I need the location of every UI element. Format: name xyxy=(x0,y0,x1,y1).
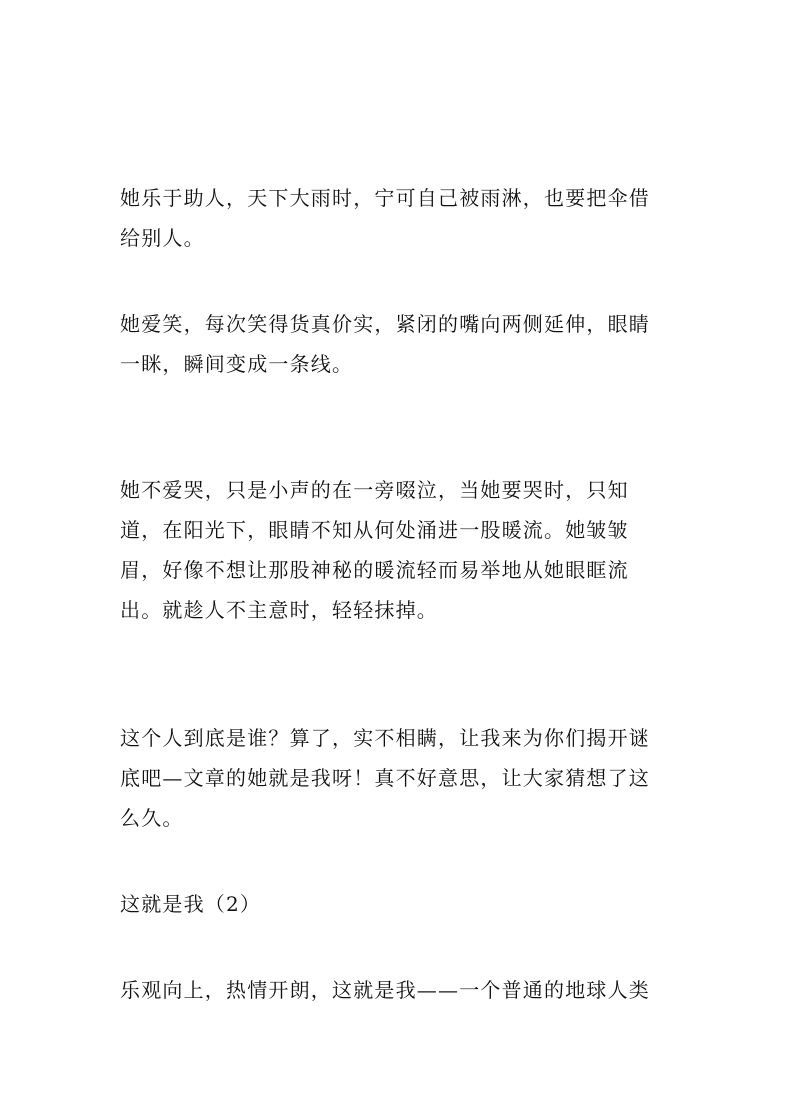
paragraph-cry: 她不爱哭，只是小声的在一旁啜泣，当她要哭时，只知道，在阳光下，眼睛不知从何处涌进一股暖流。她皱皱眉，好像不想让那股神秘的暖流轻而易举地从她眼眶流出。就趁人不主意时，轻轻抹掉。 xyxy=(120,478,629,622)
paragraph-helpful: 她乐于助人，天下大雨时，宁可自己被雨淋，也要把伞借给别人。 xyxy=(120,186,650,250)
paragraph-intro: 乐观向上，热情开朗，这就是我——一个普通的地球人类 xyxy=(120,978,650,1002)
paragraph-smile: 她爱笑，每次笑得货真价实，紧闭的嘴向两侧延伸，眼睛一眯，瞬间变成一条线。 xyxy=(120,312,650,376)
section-heading: 这就是我（2） xyxy=(120,892,262,916)
paragraph-reveal: 这个人到底是谁？算了，实不相瞒，让我来为你们揭开谜底吧—文章的她就是我呀！真不好意思，让大家猜想了这么久。 xyxy=(120,726,650,830)
